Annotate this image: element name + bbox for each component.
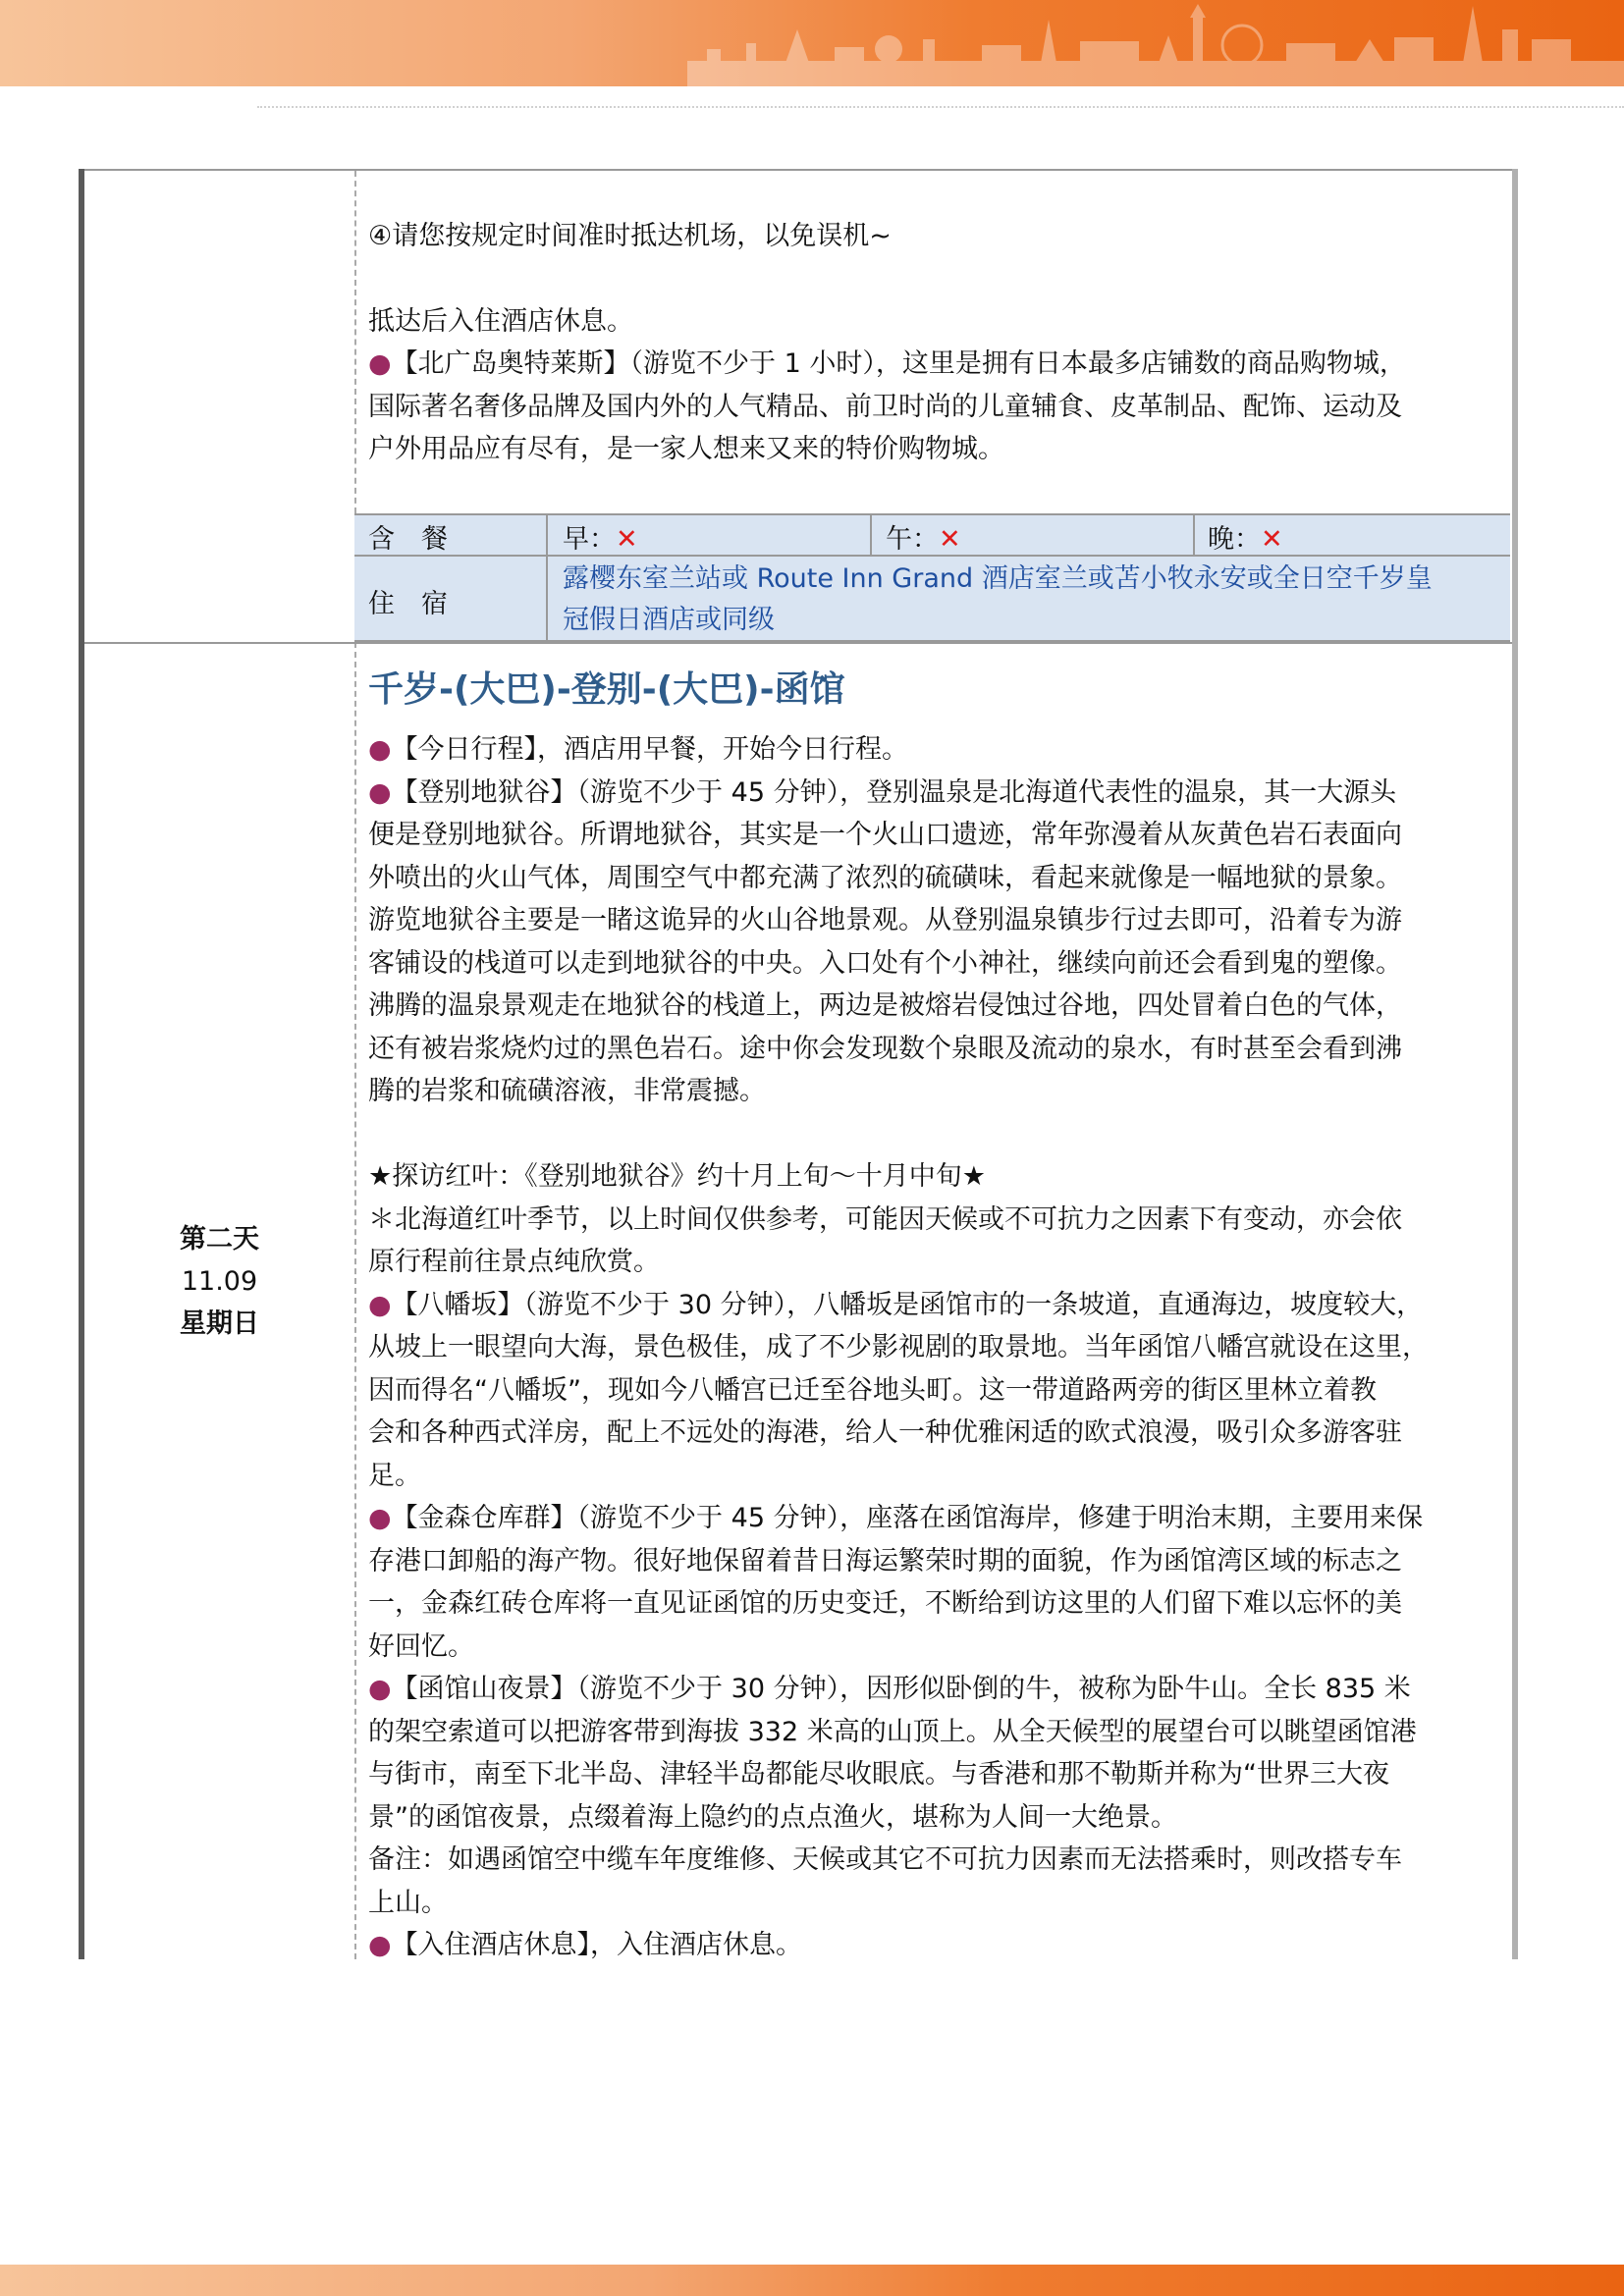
bullet-icon: ●	[368, 734, 392, 765]
bullet-icon: ●	[368, 1289, 392, 1320]
red-leaves-note: ＊北海道红叶季节，以上时间仅供参考，可能因天候或不可抗力之因素下有变动，亦会依	[368, 1203, 1402, 1235]
checkin-line: ●【入住酒店休息】，入住酒店休息。	[368, 1930, 803, 1960]
lunch-cell: 午：✕	[886, 524, 961, 555]
header-banner	[0, 0, 1624, 86]
outlet-line: ●【北广岛奥特莱斯】（游览不少于 1 小时），这里是拥有日本最多店铺数的商品购物城，	[368, 348, 1406, 379]
hotel-label: 住 宿	[368, 589, 448, 619]
bullet-icon: ●	[368, 1503, 392, 1533]
cross-icon: ✕	[1261, 524, 1283, 555]
column-divider	[354, 171, 356, 513]
bullet-icon: ●	[368, 776, 392, 808]
day-route-title: 千岁-(大巴)-登别-(大巴)-函馆	[368, 669, 845, 710]
hachiman-line: ●【八幡坂】（游览不少于 30 分钟），八幡坂是函馆市的一条坡道，直通海边，坡度较大，	[368, 1289, 1424, 1320]
meals-label: 含 餐	[368, 524, 448, 555]
city-skyline-icon	[0, 0, 1624, 86]
cross-icon: ✕	[616, 524, 638, 555]
day-number: 第二天	[180, 1224, 259, 1255]
column-divider	[354, 642, 356, 1959]
bullet-icon: ●	[368, 1930, 392, 1960]
today-item: ●【今日行程】，酒店用早餐，开始今日行程。	[368, 734, 909, 765]
warehouse-line: ●【金森仓库群】（游览不少于 45 分钟），座落在函馆海岸，修建于明治末期，主要用来保	[368, 1503, 1424, 1533]
header-divider	[257, 106, 1624, 108]
meal-hotel-table	[354, 513, 1510, 642]
breakfast-cell: 早：✕	[563, 524, 638, 555]
night-view-line: ●【函馆山夜景】（游览不少于 30 分钟），因形似卧倒的牛，被称为卧牛山。全长 835 米	[368, 1674, 1411, 1704]
outlet-line: 户外用品应有尽有，是一家人想来又来的特价购物城。	[368, 434, 1004, 464]
red-leaves-title: ★探访红叶：《登别地狱谷》约十月上旬～十月中旬★	[368, 1161, 986, 1192]
hotel-value: 露樱东室兰站或 Route Inn Grand 酒店室兰或苫小牧永安或全日空千岁皇 冠假日酒店或同级	[563, 563, 1433, 635]
day-date: 11.09	[181, 1266, 258, 1297]
checkin-note: 抵达后入住酒店休息。	[368, 305, 633, 337]
bullet-icon: ●	[368, 1674, 392, 1704]
footer-banner	[0, 2265, 1624, 2296]
remark: 备注：如遇函馆空中缆车年度维修、天候或其它不可抗力因素而无法搭乘时，则改搭专车	[368, 1844, 1402, 1875]
row-divider	[84, 642, 1512, 644]
day2-itinerary: ●【今日行程】，酒店用早餐，开始今日行程。 ●【登别地狱谷】（游览不少于 45 分钟），登别温泉是北海道代表性的温泉，其一大源头 便是登别地狱谷。所谓地狱谷，其实是一个火山口遗迹，常年弥漫着从灰黄色岩石表面向 外喷出的火山气体，周围空气中都充满了浓烈的硫磺味，看起来就像是一幅地狱的景象。 游览地狱谷主要是一睹这诡异的火山谷地景观。从登别温泉镇步行过去即可，沿着专为游 客铺设的栈道可以走到地狱谷的中央。入口处有个小神社，继续向前还会看到鬼的塑像。 沸腾的温泉景观走在地狱谷的栈道上，两边是被熔岩侵蚀过谷地，四处冒着白色的气体， 还有被岩浆烧灼过的黑色岩石。途中你会发现数个泉眼及流动的泉水，有时甚至会看到沸 腾的岩浆和硫磺溶液，非常震撼。 ★探访红叶：《登别地狱谷》约十月上旬～十月中旬★ ＊北海道红叶季节，以上时间仅供参考，可能因天候或不可抗力之因素下有变动，亦会依 原行程前往景点纯欣赏。 ●【八幡坂】（游览不少于 30 分钟），八幡坂是函馆市的一条坡道，直通海边，坡度较大， 从坡上一眼望向大海，景色极佳，成了不少影视剧的取景地。当年函馆八幡宫就设在这里， 因而得名“八幡坂”，现如今八幡宫已迁至谷地头町。这一带道路两旁的街区里林立着教 会和各种西式洋房，配上不远处的海港，给人一种优雅闲适的欧式浪漫，吸引众多游客驻 足。 ●【金森仓库群】（游览不少于 45 分钟），座落在函馆海岸，修建于明治末期，主要用来保 存港口卸船的海产物。很好地保留着昔日海运繁荣时期的面貌，作为函馆湾区域的标志之 一，金森红砖仓库将一直见证函馆的历史变迁，不断给到访这里的人们留下难以忘怀的美 好回忆。 ●【函馆山夜景】（游览不少于 30 分钟），因形似卧倒的牛，被称为卧牛山。全长 835 米 的架空索道可以把游客带到海拔 332 米高的山顶上。从全天候型的展望台可以眺望函馆港 与街市，南至下北半岛、津轻半岛都能尽收眼底。与香港和那不勒斯并称为“世界三大夜 景”的函馆夜景，点缀着海上隐约的点点渔火，堪称为人间一大绝景。 备注：如遇函馆空中缆车年度维修、天候或其它不可抗力因素而无法搭乘时，则改搭专车 上山。 ●【入住酒店休息】，入住酒店休息。	[368, 728, 1429, 1967]
hell-valley-line: ●【登别地狱谷】（游览不少于 45 分钟），登别温泉是北海道代表性的温泉，其一大源头	[368, 776, 1397, 808]
cross-icon: ✕	[939, 524, 961, 555]
airport-note: ④请您按规定时间准时抵达机场，以免误机~	[368, 221, 892, 251]
day-weekday: 星期日	[180, 1308, 259, 1339]
day1-notes	[368, 215, 1406, 471]
bullet-icon: ●	[368, 348, 392, 379]
dinner-cell: 晚：✕	[1208, 524, 1283, 555]
table-top-border	[84, 169, 1512, 171]
day-label	[118, 1218, 321, 1345]
outlet-line: 国际著名奢侈品牌及国内外的人气精品、前卫时尚的儿童辅食、皮革制品、配饰、运动及	[368, 391, 1402, 422]
